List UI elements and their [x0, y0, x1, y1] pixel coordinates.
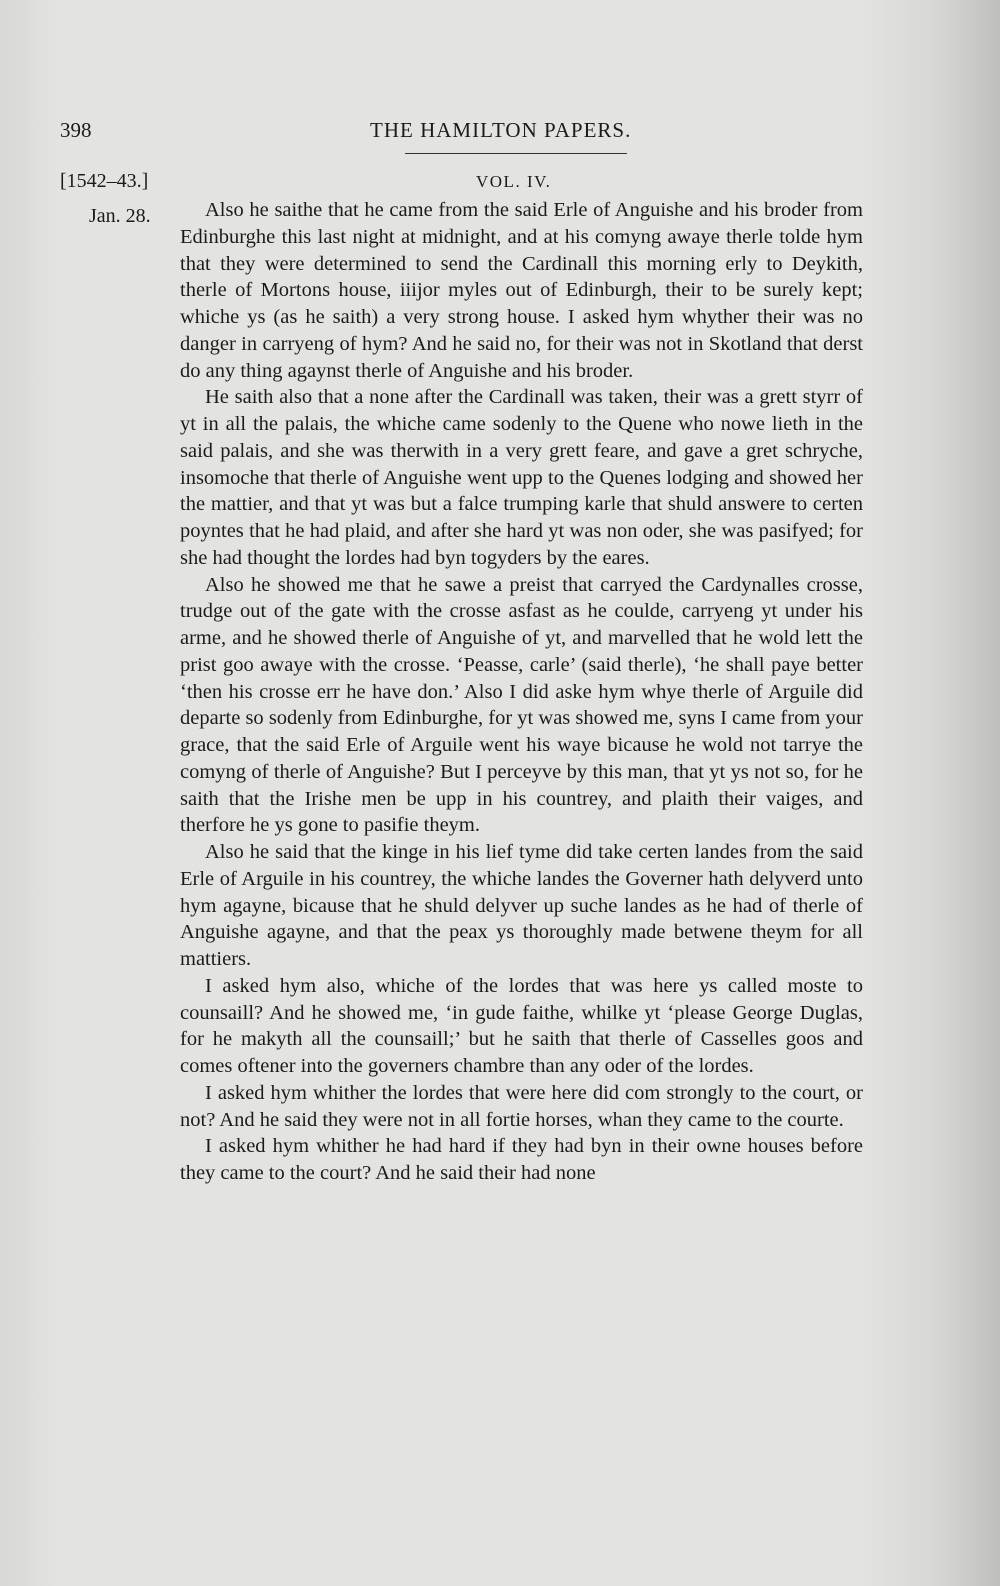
page-header — [60, 118, 920, 150]
paragraph: Also he showed me that he sawe a preist that carryed the Cardynalles crosse, trudge out of the gate with the crosse asfast as he coulde, carryeng yt under his arme, and he showed therle of Anguishe of yt, and marvelled that he wold lett the prist goo awaye with the crosse. ‘Peasse, carle’ (said therle), ‘he shall paye better ‘then his crosse err he have don.’ Also I did aske hym whye therle of Arguile did departe so sodenly from Edinburghe, for yt was showed me, syns I came from your grace, that the said Erle of Arguile went his waye bicause he wold not tarrye the comyng of therle of Anguishe? But I perceyve by this man, that yt ys not so, for he saith that the Irishe men be upp in his countrey, and plaith their vaiges, and therfore he ys gone to pasifie theym. — [180, 573, 863, 837]
document-body — [180, 197, 863, 1187]
paragraph: I asked hym whither he had hard if they had byn in their owne houses before they came to the court? And he said their had none — [180, 1135, 863, 1184]
side-note-date: Jan. 28. — [89, 205, 151, 227]
paragraph: I asked hym whither the lordes that were here did com strongly to the court, or not? And he said they were not in all fortie horses, whan they came to the courte. — [180, 1081, 863, 1131]
volume-label: VOL. IV. — [476, 172, 552, 191]
paragraph: Also he saithe that he came from the said Erle of Anguishe and his broder from Edinburghe this last night at midnight, and at his comyng awaye therle tolde hym that they were determined to send the Cardinall this morning erly to Deykith, therle of Mortons house, iiijor myles out of Edinburgh, their to be surely kept; whiche ys (as he saith) a very strong house. I asked hym whyther their was no danger in carryeng of hym? And he said no, for their was not in Skotland that derst do any thing agaynst therle of Anguishe and his broder. — [180, 199, 863, 382]
date-range: [1542–43.] — [60, 170, 149, 192]
running-title: THE HAMILTON PAPERS. — [370, 118, 632, 142]
header-rule — [405, 153, 627, 154]
paragraph: I asked hym also, whiche of the lordes that was here ys called moste to counsaill? And he showed me, ‘in gude faithe, whilke yt ‘please George Duglas, for he makyth all the counsaill;’ but he saith that therle of Casselles goos and comes oftener into the governers chambre than any oder of the lordes. — [180, 974, 863, 1077]
paragraph: He saith also that a none after the Cardinall was taken, their was a grett styrr of yt in all the palais, the whiche came sodenly to the Quene who nowe lieth in the said palais, and she was therwith in a very grett feare, and gave a gret schryche, insomoche that therle of Anguishe went upp to the Quenes lodging and showed her the mattier, and that yt was but a falce trumping karle that shuld answere to certen poyntes that he had plaid, and after she hard yt was non oder, she was pasifyed; for she had thought the lordes had byn togyders by the eares. — [180, 386, 863, 569]
page-number: 398 — [60, 118, 92, 142]
paragraph: Also he said that the kinge in his lief tyme did take certen landes from the said Erle of Arguile in his countrey, the whiche landes the Governer hath delyverd unto hym agayne, bicause that he shuld delyver up suche landes as he had of therle of Anguishe agayne, and that the peax ys thoroughly made betwene theym for all mattiers. — [180, 841, 863, 970]
